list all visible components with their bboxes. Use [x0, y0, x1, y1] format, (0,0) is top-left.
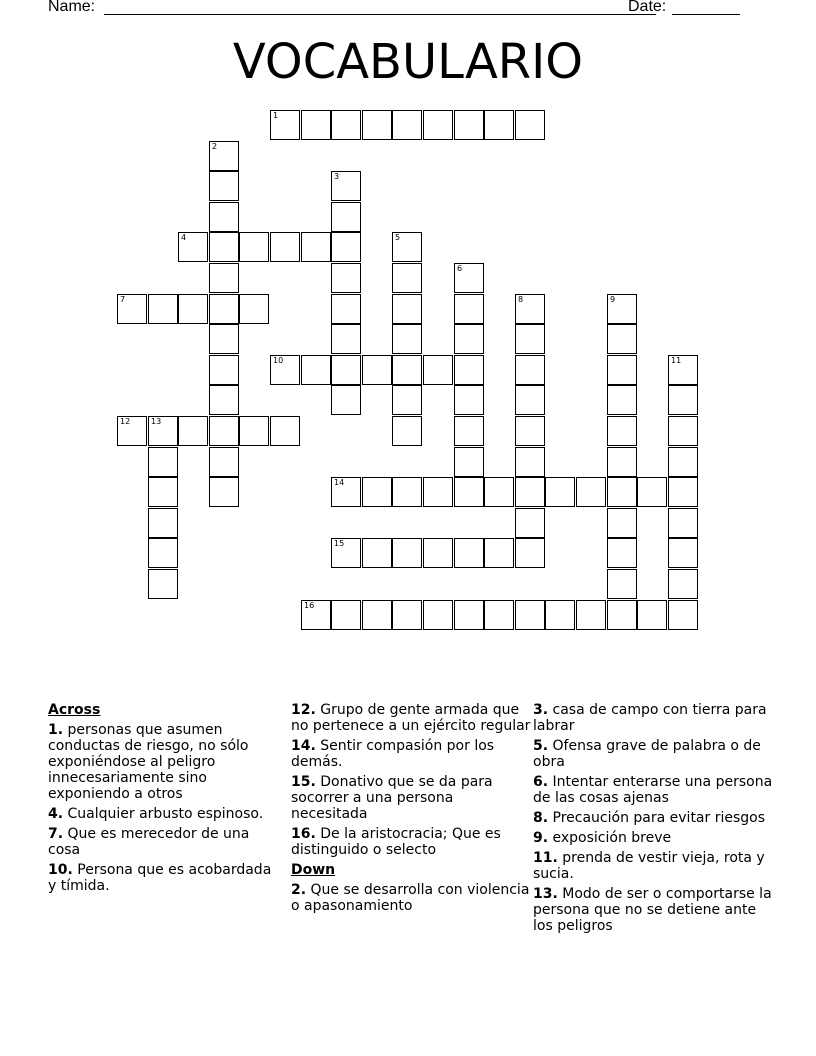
crossword-cell[interactable] — [239, 232, 269, 262]
clue-down-8 — [533, 810, 773, 826]
crossword-cell[interactable] — [668, 355, 698, 385]
clue-across-10 — [48, 862, 273, 894]
crossword-cell[interactable] — [454, 600, 484, 630]
crossword-cell[interactable] — [668, 600, 698, 630]
crossword-cell[interactable] — [668, 447, 698, 477]
crossword-cell[interactable] — [392, 294, 422, 324]
clue-number: 7. — [48, 826, 64, 842]
cell-number: 10 — [273, 356, 284, 365]
clue-across-1 — [48, 722, 273, 802]
clue-across-12 — [291, 702, 531, 734]
crossword-cell[interactable] — [362, 600, 392, 630]
crossword-cell[interactable] — [668, 416, 698, 446]
crossword-cell[interactable] — [209, 477, 239, 507]
clues-column-3 — [533, 702, 773, 938]
crossword-cell[interactable] — [607, 538, 637, 568]
crossword-cell[interactable] — [148, 569, 178, 599]
crossword-cell[interactable] — [668, 538, 698, 568]
crossword-cell[interactable] — [454, 324, 484, 354]
crossword-cell[interactable] — [270, 355, 300, 385]
crossword-cell[interactable] — [362, 110, 392, 140]
clue-number: 2. — [291, 882, 307, 898]
clue-number: 14. — [291, 738, 316, 754]
crossword-cell[interactable] — [607, 447, 637, 477]
crossword-cell[interactable] — [331, 324, 361, 354]
clue-across-16 — [291, 826, 531, 858]
crossword-cell[interactable] — [668, 477, 698, 507]
crossword-cell[interactable] — [209, 141, 239, 171]
crossword-cell[interactable] — [668, 569, 698, 599]
cell-number: 7 — [120, 295, 126, 304]
crossword-cell[interactable] — [392, 110, 422, 140]
clue-text: Donativo que se da para socorrer a una persona necesitada — [291, 774, 493, 822]
crossword-cell[interactable] — [362, 538, 392, 568]
cell-number: 13 — [151, 417, 162, 426]
crossword-cell[interactable] — [454, 385, 484, 415]
crossword-cell[interactable] — [148, 538, 178, 568]
crossword-cell[interactable] — [515, 508, 545, 538]
crossword-cell[interactable] — [209, 355, 239, 385]
clue-down-9 — [533, 830, 773, 846]
crossword-cell[interactable] — [209, 447, 239, 477]
crossword-cell[interactable] — [607, 324, 637, 354]
down-heading: Down — [291, 862, 336, 878]
crossword-cell[interactable] — [331, 600, 361, 630]
name-field[interactable] — [104, 14, 656, 15]
crossword-cell[interactable] — [454, 538, 484, 568]
clue-text: Sentir compasión por los demás. — [291, 738, 495, 770]
crossword-cell[interactable] — [270, 416, 300, 446]
clue-text: Precaución para evitar riesgos — [552, 810, 766, 826]
cell-number: 5 — [395, 233, 401, 242]
crossword-cell[interactable] — [515, 447, 545, 477]
crossword-cell[interactable] — [515, 355, 545, 385]
cell-number: 14 — [334, 478, 345, 487]
crossword-cell[interactable] — [331, 232, 361, 262]
crossword-cell[interactable] — [515, 324, 545, 354]
crossword-cell[interactable] — [209, 263, 239, 293]
crossword-cell[interactable] — [209, 171, 239, 201]
clue-number: 4. — [48, 806, 64, 822]
crossword-cell[interactable] — [301, 232, 331, 262]
clue-down-5 — [533, 738, 773, 770]
crossword-cell[interactable] — [668, 385, 698, 415]
crossword-cell[interactable] — [454, 294, 484, 324]
crossword-cell[interactable] — [331, 477, 361, 507]
cell-number: 4 — [181, 233, 187, 242]
crossword-cell[interactable] — [148, 294, 178, 324]
crossword-cell[interactable] — [392, 263, 422, 293]
crossword-cell[interactable] — [331, 202, 361, 232]
crossword-cell[interactable] — [148, 477, 178, 507]
crossword-cell[interactable] — [607, 477, 637, 507]
cell-number: 15 — [334, 539, 345, 548]
cell-number: 12 — [120, 417, 131, 426]
crossword-cell[interactable] — [607, 294, 637, 324]
clue-text: Que se desarrolla con violencia o apasonamiento — [291, 882, 530, 914]
clue-text: casa de campo con tierra para labrar — [533, 702, 767, 734]
crossword-cell[interactable] — [515, 385, 545, 415]
clue-down-3 — [533, 702, 773, 734]
crossword-cell[interactable] — [331, 538, 361, 568]
crossword-cell[interactable] — [423, 600, 453, 630]
clue-number: 16. — [291, 826, 316, 842]
crossword-cell[interactable] — [515, 294, 545, 324]
clue-down-2 — [291, 882, 531, 914]
crossword-cell[interactable] — [117, 416, 147, 446]
crossword-cell[interactable] — [117, 294, 147, 324]
crossword-cell[interactable] — [607, 508, 637, 538]
cell-number: 8 — [518, 295, 524, 304]
crossword-cell[interactable] — [331, 385, 361, 415]
clue-across-7 — [48, 826, 273, 858]
crossword-cell[interactable] — [270, 110, 300, 140]
crossword-cell[interactable] — [576, 600, 606, 630]
crossword-cell[interactable] — [668, 508, 698, 538]
crossword-cell[interactable] — [148, 416, 178, 446]
crossword-cell[interactable] — [545, 600, 575, 630]
clue-text: Modo de ser o comportarse la persona que no se detiene ante los peligros — [533, 886, 772, 934]
clue-number: 10. — [48, 862, 73, 878]
crossword-cell[interactable] — [209, 232, 239, 262]
crossword-cell[interactable] — [209, 294, 239, 324]
crossword-cell[interactable] — [607, 355, 637, 385]
crossword-cell[interactable] — [515, 416, 545, 446]
clue-number: 11. — [533, 850, 558, 866]
crossword-cell[interactable] — [362, 355, 392, 385]
crossword-cell[interactable] — [454, 416, 484, 446]
clue-text: Que es merecedor de una cosa — [48, 826, 250, 858]
crossword-cell[interactable] — [239, 416, 269, 446]
date-label: Date: — [628, 0, 667, 15]
cell-number: 11 — [671, 356, 682, 365]
clue-number: 15. — [291, 774, 316, 790]
clue-text: personas que asumen conductas de riesgo, no sólo exponiéndose al peligro innecesariamente sino exponiendo a otros — [48, 722, 249, 802]
crossword-cell[interactable] — [209, 385, 239, 415]
crossword-cell[interactable] — [392, 324, 422, 354]
crossword-cell[interactable] — [270, 232, 300, 262]
crossword-cell[interactable] — [454, 263, 484, 293]
clue-across-4 — [48, 806, 273, 822]
crossword-cell[interactable] — [515, 477, 545, 507]
cell-number: 1 — [273, 111, 279, 120]
crossword-cell[interactable] — [484, 538, 514, 568]
clue-down-6 — [533, 774, 773, 806]
crossword-cell[interactable] — [209, 202, 239, 232]
clue-number: 5. — [533, 738, 549, 754]
clue-across-15 — [291, 774, 531, 822]
crossword-cell[interactable] — [331, 355, 361, 385]
clue-number: 1. — [48, 722, 64, 738]
crossword-cell[interactable] — [423, 477, 453, 507]
crossword-cell[interactable] — [392, 355, 422, 385]
crossword-cell[interactable] — [178, 294, 208, 324]
clue-text: De la aristocracia; Que es distinguido o selecto — [291, 826, 501, 858]
crossword-cell[interactable] — [301, 600, 331, 630]
crossword-cell[interactable] — [178, 232, 208, 262]
crossword-cell[interactable] — [454, 447, 484, 477]
crossword-cell[interactable] — [515, 110, 545, 140]
crossword-cell[interactable] — [392, 538, 422, 568]
crossword-cell[interactable] — [331, 263, 361, 293]
crossword-cell[interactable] — [637, 477, 667, 507]
crossword-cell[interactable] — [515, 538, 545, 568]
clue-text: Ofensa grave de palabra o de obra — [533, 738, 761, 770]
crossword-cell[interactable] — [392, 416, 422, 446]
crossword-cell[interactable] — [209, 324, 239, 354]
crossword-cell[interactable] — [454, 110, 484, 140]
cell-number: 9 — [610, 295, 616, 304]
crossword-cell[interactable] — [148, 508, 178, 538]
crossword-cell[interactable] — [331, 294, 361, 324]
clue-text: Intentar enterarse una persona de las cosas ajenas — [533, 774, 773, 806]
clues-column-1 — [48, 702, 273, 898]
crossword-cell[interactable] — [392, 477, 422, 507]
clue-number: 8. — [533, 810, 549, 826]
crossword-cell[interactable] — [607, 416, 637, 446]
crossword-cell[interactable] — [209, 416, 239, 446]
clue-number: 13. — [533, 886, 558, 902]
clue-text: Grupo de gente armada que no pertenece a un ejército regular — [291, 702, 531, 734]
crossword-cell[interactable] — [637, 600, 667, 630]
clue-text: prenda de vestir vieja, rota y sucia. — [533, 850, 765, 882]
crossword-cell[interactable] — [607, 569, 637, 599]
across-heading: Across — [48, 702, 101, 718]
crossword-cell[interactable] — [392, 232, 422, 262]
crossword-cell[interactable] — [484, 110, 514, 140]
puzzle-title: VOCABULARIO — [232, 34, 584, 90]
cell-number: 16 — [304, 601, 315, 610]
crossword-cell[interactable] — [607, 600, 637, 630]
clue-number: 9. — [533, 830, 549, 846]
crossword-cell[interactable] — [454, 477, 484, 507]
clue-text: Cualquier arbusto espinoso. — [67, 806, 264, 822]
cell-number: 6 — [457, 264, 463, 273]
crossword-cell[interactable] — [607, 385, 637, 415]
crossword-cell[interactable] — [392, 600, 422, 630]
cell-number: 2 — [212, 142, 218, 151]
date-field[interactable] — [672, 14, 740, 15]
crossword-cell[interactable] — [423, 110, 453, 140]
crossword-cell[interactable] — [148, 447, 178, 477]
crossword-cell[interactable] — [331, 171, 361, 201]
crossword-cell[interactable] — [301, 355, 331, 385]
crossword-cell[interactable] — [545, 477, 575, 507]
clue-across-14 — [291, 738, 531, 770]
crossword-cell[interactable] — [301, 110, 331, 140]
clues-column-2 — [291, 702, 531, 918]
clue-text: exposición breve — [552, 830, 672, 846]
cell-number: 3 — [334, 172, 340, 181]
student-info-header — [48, 0, 768, 20]
crossword-cell[interactable] — [239, 294, 269, 324]
crossword-cell[interactable] — [515, 600, 545, 630]
name-label: Name: — [48, 0, 96, 15]
crossword-cell[interactable] — [362, 477, 392, 507]
crossword-cell[interactable] — [423, 355, 453, 385]
clue-text: Persona que es acobardada y tímida. — [48, 862, 272, 894]
clue-down-11 — [533, 850, 773, 882]
crossword-cell[interactable] — [454, 355, 484, 385]
crossword-cell[interactable] — [331, 110, 361, 140]
crossword-cell[interactable] — [484, 600, 514, 630]
crossword-cell[interactable] — [484, 477, 514, 507]
crossword-cell[interactable] — [178, 416, 208, 446]
clue-number: 12. — [291, 702, 316, 718]
crossword-cell[interactable] — [576, 477, 606, 507]
clue-number: 3. — [533, 702, 549, 718]
crossword-cell[interactable] — [392, 385, 422, 415]
clue-number: 6. — [533, 774, 549, 790]
clue-down-13 — [533, 886, 773, 934]
crossword-cell[interactable] — [423, 538, 453, 568]
